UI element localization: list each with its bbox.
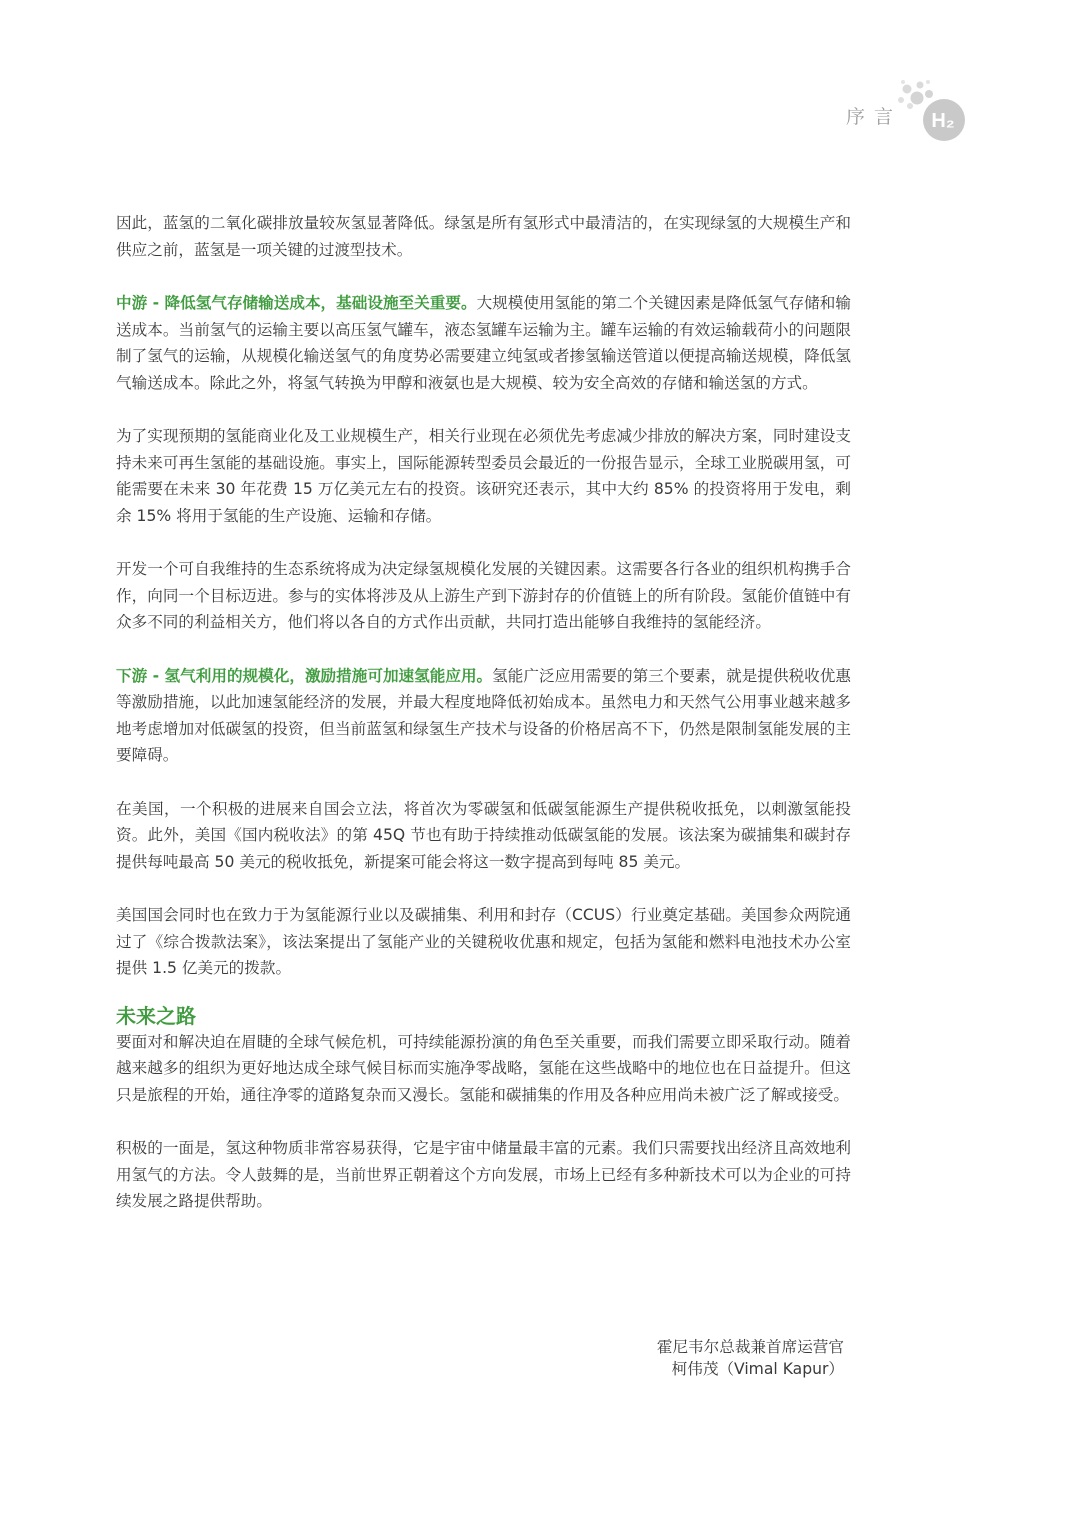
paragraph	[116, 290, 851, 396]
paragraph: 在美国，一个积极的进展来自国会立法，将首次为零碳氢和低碳氢能源生产提供税收抵免，以刺激氢能投资。此外，美国《国内税收法》的第 45Q 节也有助于持续推动低碳氢能的发展。该法案为碳捕集和碳封存提供每吨最高 50 美元的税收抵免，新提案可能会将这一数字提高到每吨 85 美元。	[116, 799, 851, 871]
paragraph: 为了实现预期的氢能商业化及工业规模生产，相关行业现在必须优先考虑减少排放的解决方案，同时建设支持未来可再生氢能的基础设施。事实上，国际能源转型委员会最近的一份报告显示，全球工业脱碳用氢，可能需要在未来 30 年花费 15 万亿美元左右的投资。该研究还表示，其中大约 85% 的投资将用于发电，剩余 15% 将用于氢能的生产设施、运输和存储。	[116, 427, 851, 525]
paragraph: 积极的一面是，氢这种物质非常容易获得，它是宇宙中储量最丰富的元素。我们只需要找出经济且高效地利用氢气的方法。令人鼓舞的是，当前世界正朝着这个方向发展，市场上已经有多种新技术可以为企业的可持续发展之路提供帮助。	[116, 1139, 851, 1210]
paragraph-lead: 中游 - 降低氢气存储输送成本，基础设施至关重要。	[116, 294, 477, 312]
signature-name: 柯伟茂（Vimal Kapur）	[671, 1360, 844, 1378]
signature-title: 霍尼韦尔总裁兼首席运营官	[656, 1338, 844, 1356]
section-label: 序言	[846, 106, 903, 128]
paragraph	[116, 663, 851, 769]
paragraph-text: 大规模使用氢能的第二个关键因素是降低氢气存储和输送成本。当前氢气的运输主要以高压氢气罐车，液态氢罐车运输为主。罐车运输的有效运输载荷小的问题限制了氢气的运输，从规模化输送氢气的角度势必需要建立纯氢或者掺氢输送管道以便提高输送规模，降低氢气输送成本。除此之外，将氢气转换为甲醇和液氨也是大规模、较为安全高效的存储和输送氢的方式。	[116, 294, 851, 392]
signature	[657, 1336, 844, 1380]
paragraph-text: 氢能广泛应用需要的第三个要素，就是提供税收优惠等激励措施，以此加速氢能经济的发展，并最大程度地降低初始成本。虽然电力和天然气公用事业越来越多地考虑增加对低碳氢的投资，但当前蓝氢和绿氢生产技术与设备的价格居高不下，仍然是限制氢能发展的主要障碍。	[116, 666, 851, 764]
paragraph: 因此，蓝氢的二氧化碳排放量较灰氢显著降低。绿氢是所有氢形式中最清洁的，在实现绿氢的大规模生产和供应之前，蓝氢是一项关键的过渡型技术。	[116, 214, 851, 259]
paragraph-lead: 下游 - 氢气利用的规模化，激励措施可加速氢能应用。	[116, 666, 493, 685]
h2-logo-text: H₂	[931, 110, 955, 132]
article-body	[116, 210, 851, 1242]
paragraph: 要面对和解决迫在眉睫的全球气候危机，可持续能源扮演的角色至关重要，而我们需要立即采取行动。随着越来越多的组织为更好地达成全球气候目标而实施净零战略，氢能在这些战略中的地位也在日益提升。但这只是旅程的开始，通往净零的道路复杂而又漫长。氢能和碳捕集的作用及各种应用尚未被广泛了解或接受。	[116, 1032, 851, 1104]
paragraph: 美国国会同时也在致力于为氢能源行业以及碳捕集、利用和封存（CCUS）行业奠定基础。美国参众两院通过了《综合拨款法案》，该法案提出了氢能产业的关键税收优惠和规定，包括为氢能和燃料电池技术办公室提供 1.5 亿美元的拨款。	[116, 906, 851, 977]
h2-logo-icon	[895, 74, 975, 146]
section-heading: 未来之路	[116, 1003, 196, 1028]
paragraph: 开发一个可自我维持的生态系统将成为决定绿氢规模化发展的关键因素。这需要各行各业的组织机构携手合作，向同一个目标迈进。参与的实体将涉及从上游生产到下游封存的价值链上的所有阶段。氢能价值链中有众多不同的利益相关方，他们将以各自的方式作出贡献，共同打造出能够自我维持的氢能经济。	[116, 560, 851, 631]
